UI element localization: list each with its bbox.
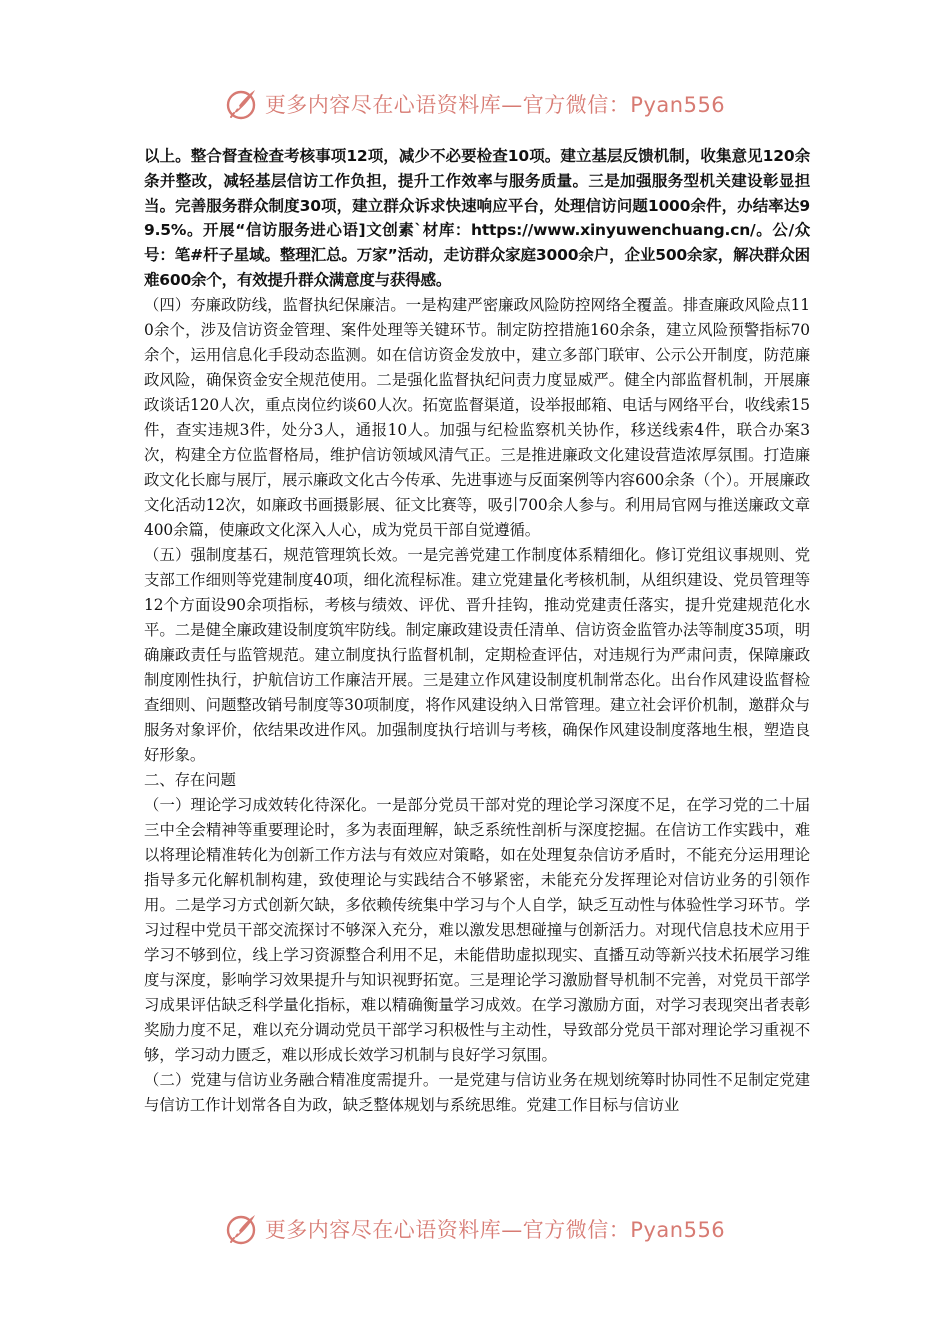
paragraph-service-continuation: 以上。整合督查检查考核事项12项，减少不必要检查10项。建立基层反馈机制，收集意见120余条并整改，减轻基层信访工作负担，提升工作效率与服务质量。三是加强服务型机关建设彰显担当。完善服务群众制度30项，建立群众诉求快速响应平台，处理信访问题1000余件，办结率达99.5%。开展“信访服务进心语]文创素`材库：https://www.xinyuwenchuang.cn/。公/众号：笔#杆子星域。整理汇总。万家”活动，走访群众家庭3000余户，企业500余家，解决群众困难600余个，有效提升群众满意度与获得感。 <box>144 147 810 289</box>
banner-text: 更多内容尽在心语资料库—官方微信：Pyan556 <box>264 93 726 117</box>
quill-seal-icon <box>225 1212 259 1246</box>
quill-seal-icon <box>225 87 259 121</box>
banner-text: 更多内容尽在心语资料库—官方微信：Pyan556 <box>264 1218 726 1242</box>
paragraph-integrity-defense: （四）夯廉政防线，监督执纪保廉洁。一是构建严密廉政风险防控网络全覆盖。排查廉政风险点110余个，涉及信访资金管理、案件处理等关键环节。制定防控措施160余条，建立风险预警指标70余个，运用信息化手段动态监测。如在信访资金发放中，建立多部门联审、公示公开制度，防范廉政风险，确保资金安全规范使用。二是强化监督执纪问责力度显威严。健全内部监督机制，开展廉政谈话120人次，重点岗位约谈60人次。拓宽监督渠道，设举报邮箱、电话与网络平台，收线索15件，查实违规3件，处分3人，通报10人。加强与纪检监察机关协作，移送线索4件，联合办案3次，构建全方位监督格局，维护信访领域风清气正。三是推进廉政文化建设营造浓厚氛围。打造廉政文化长廊与展厅，展示廉政文化古今传承、先进事迹与反面案例等内容600余条（个）。开展廉政文化活动12次，如廉政书画摄影展、征文比赛等，吸引700余人参与。利用局官网与推送廉政文章400余篇，使廉政文化深入人心，成为党员干部自觉遵循。 <box>144 295 810 539</box>
header-watermark-banner <box>0 84 950 124</box>
paragraph-party-petition-integration: （二）党建与信访业务融合精准度需提升。一是党建与信访业务在规划统筹时协同性不足制定党建与信访工作计划常各自为政，缺乏整体规划与系统思维。党建工作目标与信访业 <box>144 1070 810 1114</box>
paragraph-theory-learning: （一）理论学习成效转化待深化。一是部分党员干部对党的理论学习深度不足，在学习党的二十届三中全会精神等重要理论时，多为表面理解，缺乏系统性剖析与深度挖掘。在信访工作实践中，难以将理论精准转化为创新工作方法与有效应对策略，如在处理复杂信访矛盾时，不能充分运用理论指导多元化解机制构建，致使理论与实践结合不够紧密，未能充分发挥理论对信访业务的引领作用。二是学习方式创新欠缺，多依赖传统集中学习与个人自学，缺乏互动性与体验性学习环节。学习过程中党员干部交流探讨不够深入充分，难以激发思想碰撞与创新活力。对现代信息技术应用于学习不够到位，线上学习资源整合利用不足，未能借助虚拟现实、直播互动等新兴技术拓展学习维度与深度，影响学习效果提升与知识视野拓宽。三是理论学习激励督导机制不完善，对党员干部学习成果评估缺乏科学量化指标，难以精确衡量学习成效。在学习激励方面，对学习表现突出者表彰奖励力度不足，难以充分调动党员干部学习积极性与主动性，导致部分党员干部对理论学习重视不够，学习动力匮乏，难以形成长效学习机制与良好学习氛围。 <box>144 795 810 1064</box>
document-body <box>144 144 810 1118</box>
section-heading-problems: 二、存在问题 <box>144 770 236 789</box>
footer-watermark-banner <box>0 1209 950 1249</box>
paragraph-institution-foundation: （五）强制度基石，规范管理筑长效。一是完善党建工作制度体系精细化。修订党组议事规则、党支部工作细则等党建制度40项，细化流程标准。建立党建量化考核机制，从组织建设、党员管理等12个方面设90余项指标，考核与绩效、评优、晋升挂钩，推动党建责任落实，提升党建规范化水平。二是健全廉政建设制度筑牢防线。制定廉政建设责任清单、信访资金监管办法等制度35项，明确廉政责任与监管规范。建立制度执行监督机制，定期检查评估，对违规行为严肃问责，保障廉政制度刚性执行，护航信访工作廉洁开展。三是建立作风建设制度机制常态化。出台作风建设监督检查细则、问题整改销号制度等30项制度，将作风建设纳入日常管理。建立社会评价机制，邀群众与服务对象评价，依结果改进作风。加强制度执行培训与考核，确保作风建设制度落地生根，塑造良好形象。 <box>144 545 810 764</box>
